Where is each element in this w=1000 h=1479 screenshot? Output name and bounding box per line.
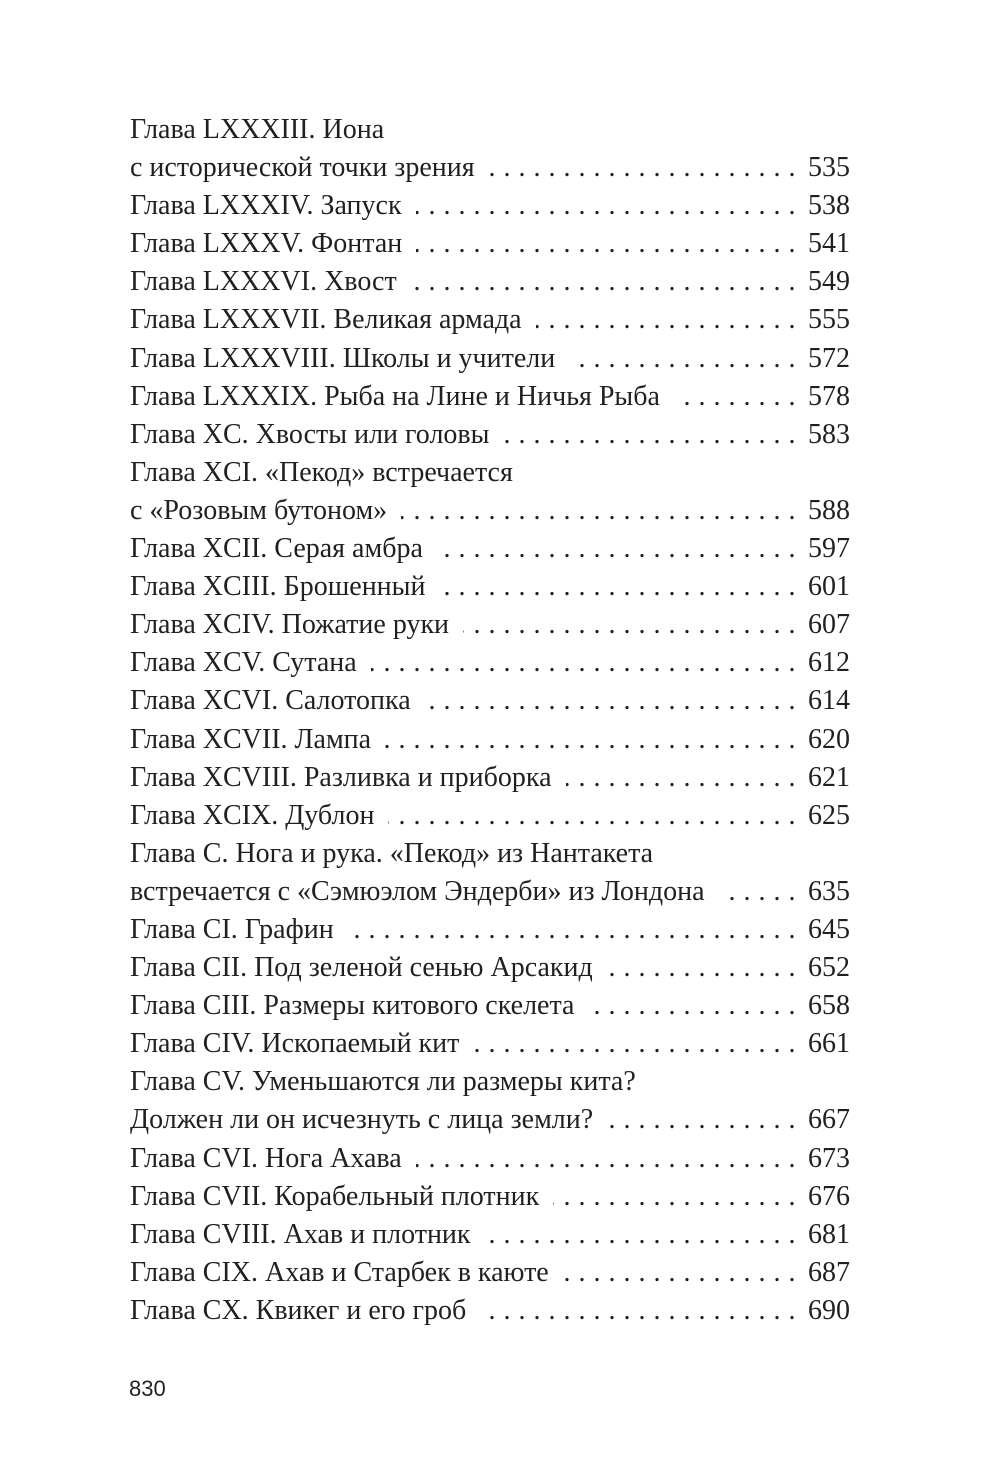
toc-entry	[130, 492, 850, 530]
toc-entry-page: 538	[808, 190, 850, 222]
toc-entry-title: Глава LXXXIV. Запуск	[130, 190, 402, 222]
toc-entry-page: 687	[808, 1256, 850, 1288]
dot-leader	[485, 1216, 796, 1254]
toc-entry	[130, 644, 850, 682]
toc-entry-title: Глава XCI. «Пекод» встречается	[130, 456, 513, 488]
toc-entry	[130, 1101, 850, 1139]
toc-entry-page: 681	[808, 1218, 850, 1250]
toc-entry-title: Глава XCIII. Брошенный	[130, 571, 426, 603]
toc-entry	[130, 416, 850, 454]
toc-entry-title: Глава XC. Хвосты или головы	[130, 418, 490, 450]
dot-leader	[480, 1292, 796, 1330]
toc-entry-title: Глава XCIV. Пожатие руки	[130, 609, 450, 641]
toc-entry-page: 612	[808, 647, 850, 679]
toc-entry-title: Глава CI. Графин	[130, 913, 334, 945]
dot-leader	[401, 492, 796, 530]
toc-entry	[130, 263, 850, 301]
toc-entry	[130, 301, 850, 339]
toc-entry-page: 658	[808, 990, 850, 1022]
dot-leader	[553, 1178, 796, 1216]
toc-entry-page: 572	[808, 342, 850, 374]
toc-entry	[130, 835, 850, 873]
dot-leader	[674, 378, 796, 416]
toc-entry-title: Глава CVI. Нога Ахава	[130, 1142, 402, 1174]
toc-entry-page: 597	[808, 533, 850, 565]
toc-entry	[130, 911, 850, 949]
toc-entry	[130, 797, 850, 835]
toc-entry-page: 601	[808, 571, 850, 603]
dot-leader	[563, 1254, 796, 1292]
dot-leader	[569, 340, 796, 378]
toc-entry-title: встречается с «Сэмюэлом Эндерби» из Лондона	[130, 875, 705, 907]
toc-entry-page: 652	[808, 952, 850, 984]
toc-entry	[130, 187, 850, 225]
toc-entry	[130, 568, 850, 606]
toc-entry-title: Глава LXXXVIII. Школы и учители	[130, 342, 556, 374]
toc-entry-title: с «Розовым бутоном»	[130, 494, 388, 526]
toc-entry-page: 535	[808, 152, 850, 184]
toc-entry-page: 676	[808, 1180, 850, 1212]
dot-leader	[416, 225, 796, 263]
toc-entry-title: Глава XCVII. Лампа	[130, 723, 372, 755]
toc-entry-page: 667	[808, 1104, 850, 1136]
dot-leader	[503, 416, 796, 454]
toc-entry	[130, 873, 850, 911]
toc-entry	[130, 225, 850, 263]
toc-entry	[130, 340, 850, 378]
toc-entry	[130, 1216, 850, 1254]
dot-leader	[719, 873, 797, 911]
toc-entry	[130, 949, 850, 987]
toc-entry-title: Глава LXXXVI. Хвост	[130, 266, 397, 298]
toc-entry	[130, 1254, 850, 1292]
dot-leader	[536, 301, 796, 339]
toc-entry-title: Глава CII. Под зеленой сенью Арсакид	[130, 952, 593, 984]
toc-entry-page: 690	[808, 1294, 850, 1326]
toc-entry-title: Глава XCV. Сутана	[130, 647, 357, 679]
toc-entry-page: 635	[808, 875, 850, 907]
toc-entry-page: 620	[808, 723, 850, 755]
page-number: 830	[129, 1376, 166, 1401]
toc-entry-page: 614	[808, 685, 850, 717]
dot-leader	[416, 187, 796, 225]
toc-entry	[130, 1063, 850, 1101]
toc-entry	[130, 149, 850, 187]
toc-entry	[130, 111, 850, 149]
dot-leader	[473, 1025, 796, 1063]
toc-entry-title: Глава LXXXV. Фонтан	[130, 228, 403, 260]
toc-entry	[130, 987, 850, 1025]
toc-entry-page: 673	[808, 1142, 850, 1174]
toc-entry-title: Должен ли он исчезнуть с лица земли?	[130, 1104, 594, 1136]
toc-entry-page: 588	[808, 494, 850, 526]
dot-leader	[425, 682, 796, 720]
toc-entry-title: Глава LXXXVII. Великая армада	[130, 304, 522, 336]
toc-entry-title: с исторической точки зрения	[130, 152, 475, 184]
toc-entry-title: Глава CVII. Корабельный плотник	[130, 1180, 540, 1212]
dot-leader	[607, 949, 796, 987]
toc-entry-title: Глава CIII. Размеры китового скелета	[130, 990, 575, 1022]
toc-entry-title: Глава C. Нога и рука. «Пекод» из Нантакета	[130, 837, 654, 869]
toc-entry-page: 625	[808, 799, 850, 831]
toc-entry-title: Глава CVIII. Ахав и плотник	[130, 1218, 471, 1250]
toc-entry-title: Глава CIX. Ахав и Старбек в каюте	[130, 1256, 549, 1288]
toc-entry	[130, 1292, 850, 1330]
toc-entry-page: 607	[808, 609, 850, 641]
toc-entry-page: 645	[808, 913, 850, 945]
table-of-contents	[130, 111, 850, 1330]
dot-leader	[385, 721, 796, 759]
toc-entry	[130, 759, 850, 797]
dot-leader	[463, 606, 796, 644]
toc-entry-title: Глава XCVI. Салотопка	[130, 685, 411, 717]
toc-entry	[130, 1025, 850, 1063]
toc-entry-title: Глава CX. Квикег и его гроб	[130, 1294, 467, 1326]
toc-entry	[130, 530, 850, 568]
toc-entry-title: Глава XCIX. Дублон	[130, 799, 375, 831]
toc-entry	[130, 454, 850, 492]
toc-entry-title: Глава LXXXIX. Рыба на Лине и Ничья Рыба	[130, 380, 660, 412]
toc-entry-title: Глава CV. Уменьшаются ли размеры кита?	[130, 1066, 636, 1098]
dot-leader	[388, 797, 796, 835]
toc-entry-title: Глава XCVIII. Разливка и приборка	[130, 761, 552, 793]
toc-entry	[130, 1178, 850, 1216]
dot-leader	[348, 911, 796, 949]
toc-entry-page: 578	[808, 380, 850, 412]
toc-entry-page: 661	[808, 1028, 850, 1060]
toc-entry-page: 621	[808, 761, 850, 793]
toc-entry	[130, 378, 850, 416]
toc-entry-page: 555	[808, 304, 850, 336]
toc-entry-title: Глава XCII. Серая амбра	[130, 533, 423, 565]
toc-entry-page: 541	[808, 228, 850, 260]
dot-leader	[566, 759, 796, 797]
dot-leader	[371, 644, 796, 682]
toc-entry-page: 549	[808, 266, 850, 298]
toc-entry-page: 583	[808, 418, 850, 450]
toc-entry	[130, 1140, 850, 1178]
dot-leader	[437, 530, 796, 568]
toc-entry-title: Глава CIV. Ископаемый кит	[130, 1028, 460, 1060]
dot-leader	[439, 568, 796, 606]
toc-entry-title: Глава LXXXIII. Иона	[130, 114, 385, 145]
dot-leader	[489, 149, 796, 187]
dot-leader	[607, 1101, 796, 1139]
dot-leader	[416, 1140, 796, 1178]
toc-entry	[130, 606, 850, 644]
dot-leader	[588, 987, 796, 1025]
dot-leader	[411, 263, 796, 301]
toc-entry	[130, 682, 850, 720]
toc-entry	[130, 721, 850, 759]
